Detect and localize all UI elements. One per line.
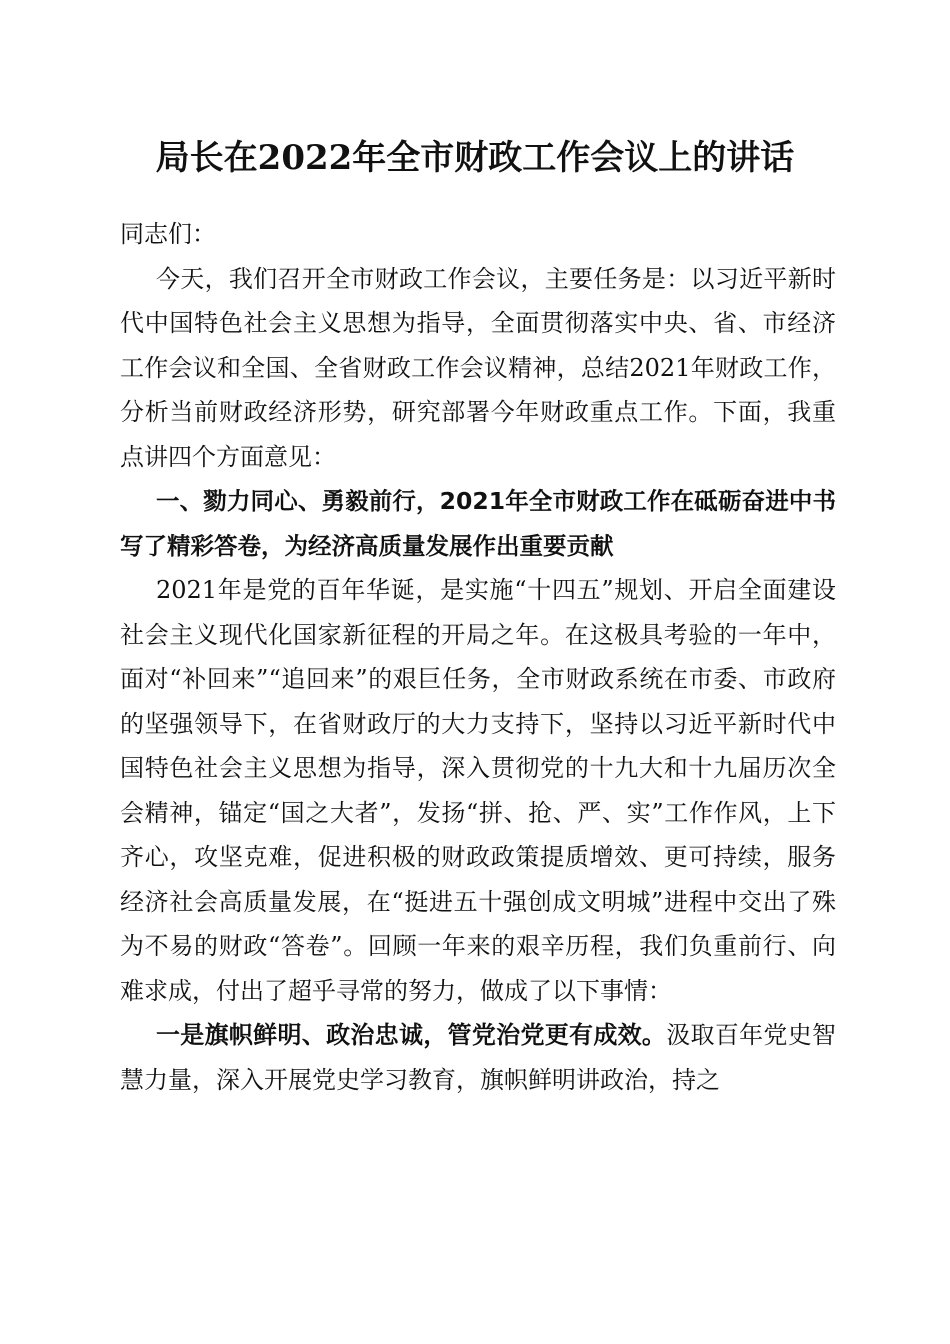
point-1-paragraph — [120, 1013, 836, 1102]
document-title: 局长在2022年全市财政工作会议上的讲话 — [155, 138, 795, 178]
document-body — [120, 212, 836, 1102]
paragraph-1: 2021年是党的百年华诞，是实施“十四五”规划、开启全面建设社会主义现代化国家新征程的开局之年。在这极具考验的一年中，面对“补回来”“追回来”的艰巨任务，全市财政系统在市委、市政府的坚强领导下，在省财政厅的大力支持下，坚持以习近平新时代中国特色社会主义思想为指导，深入贯彻党的十九大和十九届历次全会精神，锚定“国之大者”，发扬“拼、抢、严、实”工作作风，上下齐心，攻坚克难，促进积极的财政政策提质增效、更可持续，服务经济社会高质量发展，在“挺进五十强创成文明城”进程中交出了殊为不易的财政“答卷”。回顾一年来的艰辛历程，我们负重前行、向难求成，付出了超乎寻常的努力，做成了以下事情： — [120, 576, 836, 1005]
salutation: 同志们： — [120, 220, 216, 248]
point-1-text: 汲取百年党史智慧力量，深入开展党史学习教育，旗帜鲜明讲政治，持之 — [120, 1021, 837, 1094]
intro-paragraph: 今天，我们召开全市财政工作会议，主要任务是：以习近平新时代中国特色社会主义思想为指导，全面贯彻落实中央、省、市经济工作会议和全国、全省财政工作会议精神，总结2021年财政工作，分析当前财政经济形势，研究部署今年财政重点工作。下面，我重点讲四个方面意见： — [120, 264, 836, 471]
section-heading-1: 一、勠力同心、勇毅前行，2021年全市财政工作在砥砺奋进中书写了精彩答卷，为经济高质量发展作出重要贡献 — [120, 487, 836, 560]
point-1-lead: 一是旗帜鲜明、政治忠诚，管党治党更有成效。 — [156, 1020, 667, 1049]
